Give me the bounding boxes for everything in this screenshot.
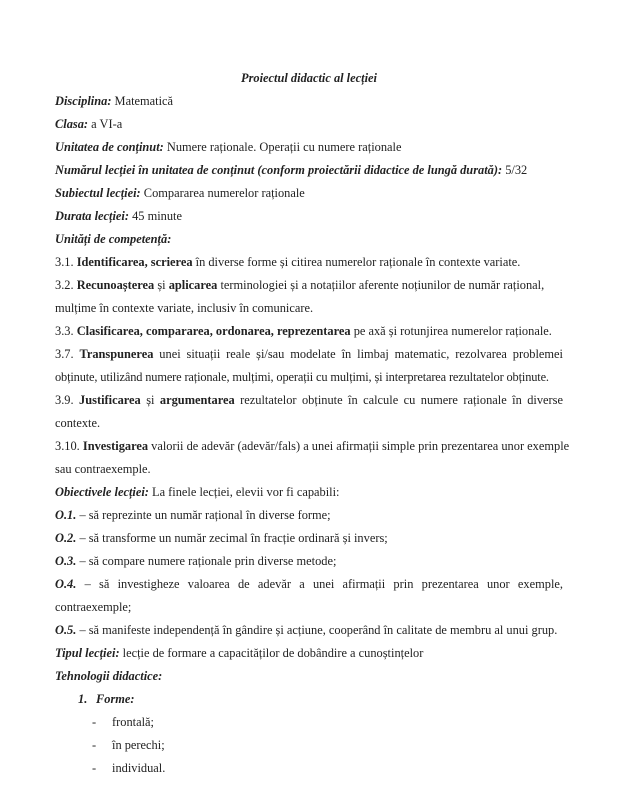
field-subiectul (55, 185, 563, 201)
competenta-text: și (154, 278, 169, 292)
obiectiv-label: O.5. (55, 623, 77, 637)
list-dash: - (92, 715, 97, 729)
competenta-3-1 (55, 254, 563, 270)
field-disciplina (55, 93, 563, 109)
obiectiv-o1 (55, 507, 563, 523)
tipul-lectiei (55, 645, 563, 661)
competenta-3-2-line2: mulțime în contexte variate, inclusiv în comunicare. (55, 301, 314, 315)
field-label: Disciplina: (55, 94, 112, 108)
list-number: 1. (78, 692, 88, 706)
competenta-text: rezultatelor obținute în calcule cu numere raționale în diverse (234, 393, 563, 407)
field-durata (55, 208, 563, 224)
obiectiv-label: O.3. (55, 554, 77, 568)
field-label: Subiectul lecției: (55, 186, 141, 200)
competenta-keyword: Identificarea, scrierea (76, 255, 193, 269)
document-title: Proiectul didactic al lecției (241, 71, 377, 85)
forme-label: Forme: (96, 692, 135, 706)
obiectiv-o2 (55, 530, 563, 546)
obiectiv-o3 (55, 553, 563, 569)
competenta-text: terminologiei și a notațiilor aferente noțiunilor de număr rațional, (217, 278, 545, 292)
competenta-text: în diverse forme și citirea numerelor raționale în contexte variate. (192, 255, 521, 269)
list-item: frontală; (112, 715, 154, 729)
obiectiv-o5 (55, 622, 563, 638)
obiectiv-label: O.2. (55, 531, 77, 545)
competenta-number: 3.9. (55, 393, 80, 407)
obiectiv-text: – să reprezinte un număr rațional în diverse forme; (76, 508, 331, 522)
tehnologii-heading: Tehnologii didactice: (55, 669, 163, 683)
field-clasa (55, 116, 563, 132)
competenta-3-7 (55, 346, 563, 362)
competenta-3-10 (55, 438, 570, 454)
competenta-3-2 (55, 277, 563, 293)
competenta-number: 3.7. (55, 347, 80, 361)
field-value: Compararea numerelor raționale (140, 186, 305, 200)
obiective-intro (55, 484, 563, 500)
competenta-keyword: argumentarea (159, 393, 235, 407)
field-numarul (55, 162, 563, 178)
list-item: în perechi; (112, 738, 165, 752)
competenta-number: 3.3. (55, 324, 77, 338)
competenta-text: unei situații reale și/sau modelate în limbaj matematic, rezolvarea problemei (153, 347, 564, 361)
list-item: individual. (112, 761, 166, 775)
obiectiv-text: – să compare numere raționale prin diverse metode; (76, 554, 337, 568)
competenta-keyword: Justificarea (79, 393, 141, 407)
competenta-text: și (140, 393, 160, 407)
field-value: Matematică (111, 94, 174, 108)
competenta-text: pe axă și rotunjirea numerelor raționale. (350, 324, 552, 338)
competenta-keyword: Transpunerea (79, 347, 154, 361)
obiectiv-o4-line2: contraexemple; (55, 600, 132, 614)
field-label: Durata lecției: (55, 209, 129, 223)
competenta-keyword: Investigarea (82, 439, 149, 453)
competenta-3-10-line2: sau contraexemple. (55, 462, 151, 476)
competenta-keyword: aplicarea (168, 278, 218, 292)
field-value: 45 minute (129, 209, 182, 223)
field-unitatea (55, 139, 563, 155)
obiectiv-text: – să transforme un număr zecimal în fracție ordinară și invers; (76, 531, 388, 545)
obiectiv-o4 (55, 576, 563, 592)
competenta-text: valorii de adevăr (adevăr/fals) a unei afirmații simple prin prezentarea unor exemple (148, 439, 570, 453)
competenta-number: 3.2. (55, 278, 77, 292)
field-value: a VI-a (88, 117, 123, 131)
competente-heading: Unități de competență: (55, 232, 172, 246)
field-label: Numărul lecției în unitatea de conținut (conform proiectării didactice de lungă durată): (55, 163, 503, 177)
competenta-keyword: Clasificarea, compararea, ordonarea, reprezentarea (76, 324, 351, 338)
competenta-number: 3.1. (55, 255, 77, 269)
list-dash: - (92, 738, 97, 752)
field-label: Clasa: (55, 117, 89, 131)
competenta-keyword: Recunoașterea (76, 278, 155, 292)
competenta-3-3 (55, 323, 563, 339)
field-label: Unitatea de conținut: (55, 140, 164, 154)
tipul-value: lecție de formare a capacităților de dobândire a cunoștințelor (119, 646, 424, 660)
list-dash: - (92, 761, 97, 775)
obiective-intro-text: La finele lecției, elevii vor fi capabili: (148, 485, 340, 499)
field-value: 5/32 (502, 163, 528, 177)
obiectiv-label: O.1. (55, 508, 77, 522)
obiectiv-text: – să manifeste independență în gândire și acțiune, cooperând în calitate de membru al unui grup. (76, 623, 558, 637)
field-value: Numere raționale. Operații cu numere raționale (163, 140, 402, 154)
tipul-label: Tipul lecției: (55, 646, 120, 660)
obiectiv-text: – să investigheze valoarea de adevăr a unei afirmații prin prezentarea unor exemple, (76, 577, 563, 591)
obiectiv-label: O.4. (55, 577, 77, 591)
competenta-3-9 (55, 392, 563, 408)
obiective-label: Obiectivele lecției: (55, 485, 149, 499)
competenta-3-7-line2: obținute, utilizând numere raționale, mulțimi, operații cu mulțimi, și interpretarea rezultatelor obținute. (55, 370, 549, 384)
competenta-3-9-line2: contexte. (55, 416, 101, 430)
competenta-number: 3.10. (55, 439, 83, 453)
